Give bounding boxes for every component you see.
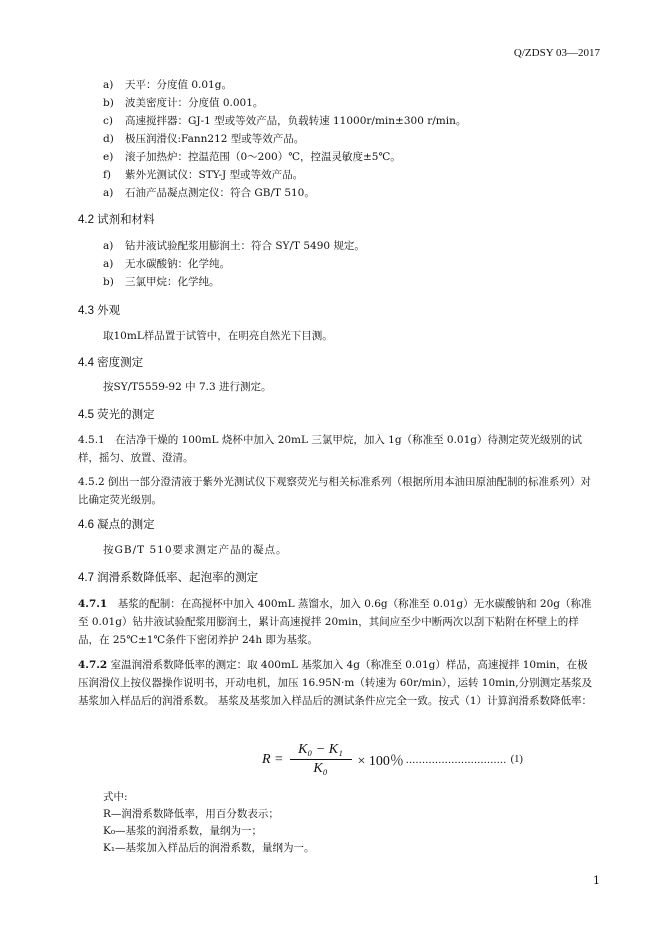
paragraph-4-5-2: 4.5.2 倒出一部分澄清液于紫外光测试仪下观察荧光与相关标准系列（根据所用本油田原油配制的标准系列）对比确定荧光级别。 (78, 476, 592, 506)
formula-1 (262, 741, 523, 778)
section-heading-4-7: 4.7 润滑系数降低率、起泡率的测定 (78, 572, 259, 584)
instrument-list (103, 76, 466, 202)
pour-point-text: 按GB/T 510要求测定产品的凝点。 (103, 544, 288, 556)
density-text: 按SY/T5559-92 中 7.3 进行测定。 (103, 381, 272, 393)
section-heading-4-6: 4.6 凝点的测定 (78, 519, 155, 531)
reagent-list (103, 237, 365, 291)
list-item: f) 紫外光测试仪：STY-J 型或等效产品。 (103, 169, 304, 181)
formula-denominator: K₀ (313, 761, 328, 776)
section-heading-4-2: 4.2 试剂和材料 (78, 214, 155, 226)
list-item: c) 高速搅拌器：GJ-1 型或等效产品，负载转速 11000r/min±300 r/min。 (103, 115, 467, 127)
list-item: a) 天平：分度值 0.01g。 (103, 79, 232, 91)
paragraph-4-5-1: 4.5.1 在洁净干燥的 100mL 烧杯中加入 20mL 三氯甲烷，加入 1g（称准至 0.01g）待测定荧光级别的试样，摇匀、放置、澄清。 (78, 434, 583, 464)
appearance-text: 取10mL样品置于试管中，在明亮自然光下目测。 (103, 330, 333, 342)
section-heading-4-4: 4.4 密度测定 (78, 357, 144, 369)
list-item: K₁—基浆加入样品后的润滑系数，量纲为一。 (103, 842, 315, 854)
document-code: Q/ZDSY 03—2017 (513, 47, 600, 59)
list-item: b) 三氯甲烷：化学纯。 (103, 276, 220, 288)
list-item: e) 滚子加热炉：控温范围（0～200）℃，控温灵敏度±5℃。 (103, 151, 401, 163)
paragraph-4-7-1: 4.7.1 基浆的配制：在高搅杯中加入 400mL 蒸馏水，加入 0.6g（称准至 0.01g）无水碳酸钠和 20g（称准至 0.01g）钻井液试验配浆用膨润土，累计高速搅拌 20min，其间应至少中断两次以刮下粘附在杯壁上的样品，在 25℃±1℃条件下密闭养护 24h 即为基浆。 (78, 598, 592, 646)
list-item: R—润滑系数降低率，用百分数表示； (103, 808, 279, 820)
section-heading-4-3: 4.3 外观 (78, 305, 121, 317)
equation-number: (1) (510, 754, 523, 765)
formula-tail: × 100％ (357, 753, 404, 769)
list-item: a) 石油产品凝点测定仪：符合 GB/T 510。 (103, 187, 315, 199)
page-number: 1 (593, 874, 600, 887)
formula-fraction (290, 741, 352, 778)
formula-leader-dots: ............................... (405, 753, 507, 766)
formula-lhs: R = (262, 751, 284, 767)
variable-definitions (103, 806, 315, 857)
paragraph-4-7-2: 4.7.2 室温润滑系数降低率的测定：取 400mL 基浆加入 4g（称准至 0.01g）样品，高速搅拌 10min，在极压润滑仪上按仪器操作说明书，开动电机，加压 16.95N·m（转速为 60r/min），运转 10min,分别测定基浆及基浆加入样品后的润滑系数。 基浆及基浆加入样品后的测试条件应完全一致。按式（1）计算润滑系数降低率： (78, 659, 593, 707)
list-item: d) 极压润滑仪:Fann212 型或等效产品。 (103, 133, 305, 145)
list-item: b) 波美密度计：分度值 0.001。 (103, 97, 264, 109)
formula-numerator: K₀ − K₁ (298, 742, 343, 757)
section-heading-4-5: 4.5 荧光的测定 (78, 409, 155, 421)
list-item: a) 无水碳酸钠：化学纯。 (103, 258, 230, 270)
list-item: K₀—基浆的润滑系数，量纲为一； (103, 825, 263, 837)
list-item: a) 钻井液试验配浆用膨润土：符合 SY/T 5490 规定。 (103, 240, 365, 252)
where-label: 式中: (103, 791, 128, 803)
